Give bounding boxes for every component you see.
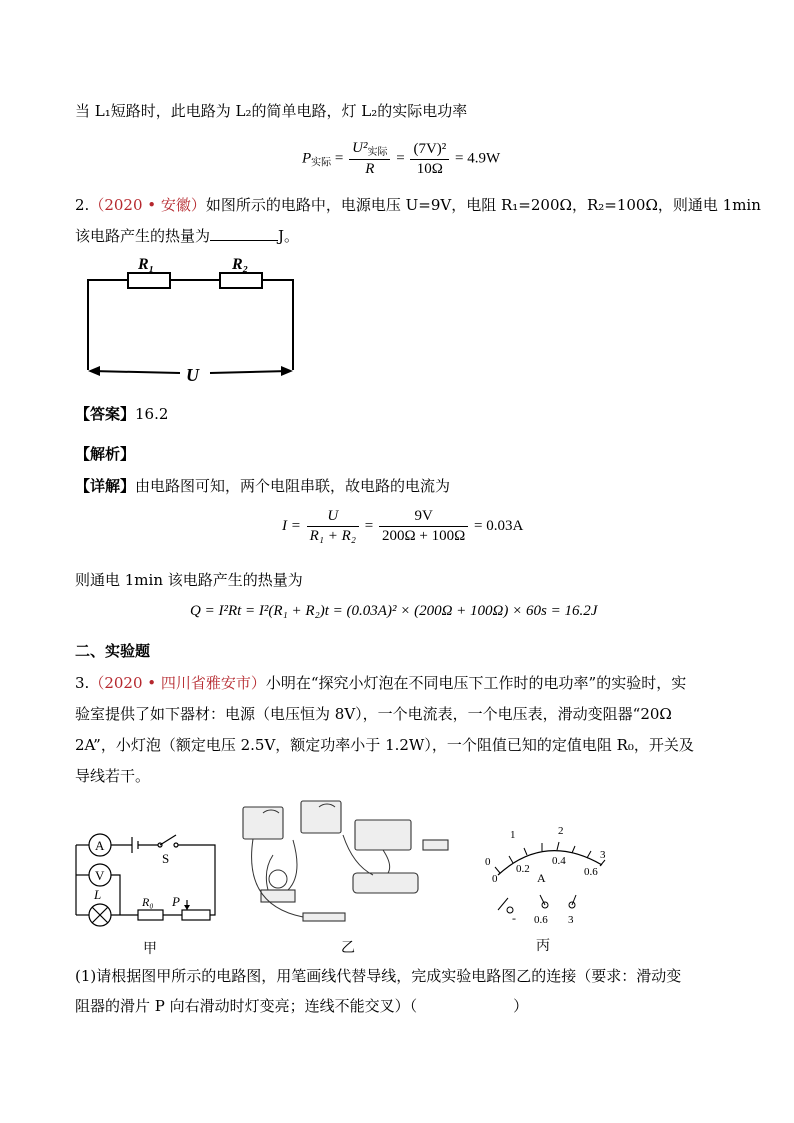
current-numerator-value: 9V: [379, 508, 468, 527]
power-formula: $P_{实际}$ = $\frac{U^2_{实际}}{R}$ = $\frac{\text{(7V)²}}{10\Omega}$ = 4.9W: [302, 140, 501, 177]
dial-inner-04: 0.4: [552, 855, 566, 867]
q2-number: 2.: [75, 196, 90, 214]
figure-bing-caption: 丙: [536, 939, 550, 954]
heat-text: 则通电 1min 该电路产生的热量为: [75, 571, 303, 589]
q2-text2a: 该电路产生的热量为: [75, 227, 211, 245]
r0-label: R₀: [142, 895, 154, 909]
current-denominator: R₁ + R₂: [309, 528, 357, 544]
power-fraction-symbolic: [349, 140, 390, 178]
current-fraction-numeric: [379, 508, 468, 545]
detail-line: [75, 476, 450, 496]
power-symbol: P: [302, 150, 312, 167]
q2-source: （2020 • 安徽）: [89, 196, 206, 214]
current-denominator-value: 200Ω + 100Ω: [381, 528, 466, 544]
u-squared: U²: [352, 140, 368, 156]
q2-line1: [75, 195, 761, 215]
bulb-icon: [269, 870, 287, 888]
current-fraction-symbolic: [307, 508, 359, 545]
figure-bing-ammeter-dial: [480, 820, 620, 960]
dial-outer-0: 0: [485, 856, 491, 868]
ammeter-label: A: [95, 838, 105, 853]
analysis-tag: [75, 444, 135, 464]
slider-label: P: [172, 894, 180, 909]
figure-jia-caption: 甲: [143, 942, 157, 957]
fixed-resistor: [303, 913, 345, 921]
dial-outer-3: 3: [600, 849, 606, 861]
current-result: = 0.03A: [474, 517, 524, 534]
terminal-minus: -: [512, 911, 516, 925]
answer-tag: 【答案】: [75, 405, 136, 423]
q3-line3: 2A”，小灯泡（额定电压 2.5V，额定功率小于 1.2W），一个阻值已知的定值电阻 R₀，开关及: [75, 736, 694, 754]
power-subscript: 实际: [311, 157, 332, 169]
q2-text2b: J。: [278, 227, 300, 245]
dial-inner-0: 0: [492, 873, 498, 885]
terminal-3: 3: [568, 914, 574, 926]
figure-yi-caption: 乙: [341, 941, 355, 956]
voltage-squared: (7V)²: [410, 141, 449, 160]
sub1-text: 阻器的滑片 P 向右滑动时灯变亮；连线不能交叉）（: [75, 997, 418, 1015]
dial-inner-02: 0.2: [516, 863, 530, 875]
q3-source: （2020 • 四川省雅安市）: [89, 674, 266, 692]
power-result: = 4.9W: [455, 150, 501, 167]
current-formula: I = $\frac{U}{\text{R₁ + R₂}}$ = $\frac{9V}{200\Omega + 100\Omega}$ = 0.03A: [282, 508, 524, 544]
sub1-line1: (1)请根据图甲所示的电路图，用笔画线代替导线，完成实验电路图乙的连接（要求：滑动变: [75, 967, 682, 985]
q3-line2: 验室提供了如下器材：电源（电压恒为 8V），一个电流表，一个电压表，滑动变阻器“20Ω: [75, 705, 672, 723]
q2-line2: [75, 226, 299, 246]
q3-line4: 导线若干。: [75, 767, 151, 785]
sub1-line2: [75, 996, 528, 1016]
analysis-label: 【解析】: [75, 445, 136, 463]
lamp-base: [261, 890, 295, 902]
detail-text: 由电路图可知，两个电阻串联，故电路的电流为: [135, 477, 451, 495]
figure-jia-circuit: [60, 815, 230, 960]
dial-unit: A: [537, 871, 546, 885]
terminal-06: 0.6: [534, 914, 548, 926]
r1-label: R₁: [138, 256, 155, 273]
power-supply: [355, 820, 411, 850]
answer-blank: [210, 226, 278, 241]
u-label: U: [186, 365, 199, 385]
answer-value: 16.2: [135, 405, 169, 423]
answer-line: [75, 404, 168, 424]
u-subscript: 实际: [367, 147, 388, 158]
switch-device: [423, 840, 448, 850]
lamp-label: L: [94, 887, 102, 902]
sub1-close-paren: ）: [513, 997, 529, 1015]
q2-text1: 如图所示的电路中，电源电压 U=9V，电阻 R₁=200Ω，R₂=100Ω，则通电 1min: [205, 196, 761, 214]
section-title: 二、实验题: [75, 642, 151, 660]
power-fraction-numeric: [410, 141, 449, 178]
current-numerator: U: [307, 508, 359, 527]
voltmeter-label: V: [95, 868, 105, 883]
detail-tag: 【详解】: [75, 477, 136, 495]
q3-line1: [75, 673, 686, 693]
dial-inner-06: 0.6: [584, 866, 598, 878]
resistance-value: 10Ω: [416, 160, 443, 177]
current-lhs: I =: [282, 517, 301, 534]
heat-formula: Q = I²Rt = I²(R₁ + R₂)t = (0.03A)² × (200Ω + 100Ω) × 60s = 16.2J: [190, 603, 598, 619]
q3-text1: 小明在“探究小灯泡在不同电压下工作时的电功率”的实验时，实: [265, 674, 687, 692]
prev-solution-intro: 当 L₁短路时，此电路为 L₂的简单电路，灯 L₂的实际电功率: [75, 102, 468, 120]
dial-outer-2: 2: [558, 825, 564, 837]
resistance-symbol: R: [365, 161, 375, 177]
figure-yi-apparatus: [233, 795, 463, 960]
q2-circuit-diagram: [80, 255, 305, 390]
dial-outer-1: 1: [510, 829, 516, 841]
r2-label: R₂: [232, 256, 249, 273]
rheostat: [353, 873, 418, 893]
q3-number: 3.: [75, 674, 90, 692]
switch-label: S: [162, 851, 170, 866]
